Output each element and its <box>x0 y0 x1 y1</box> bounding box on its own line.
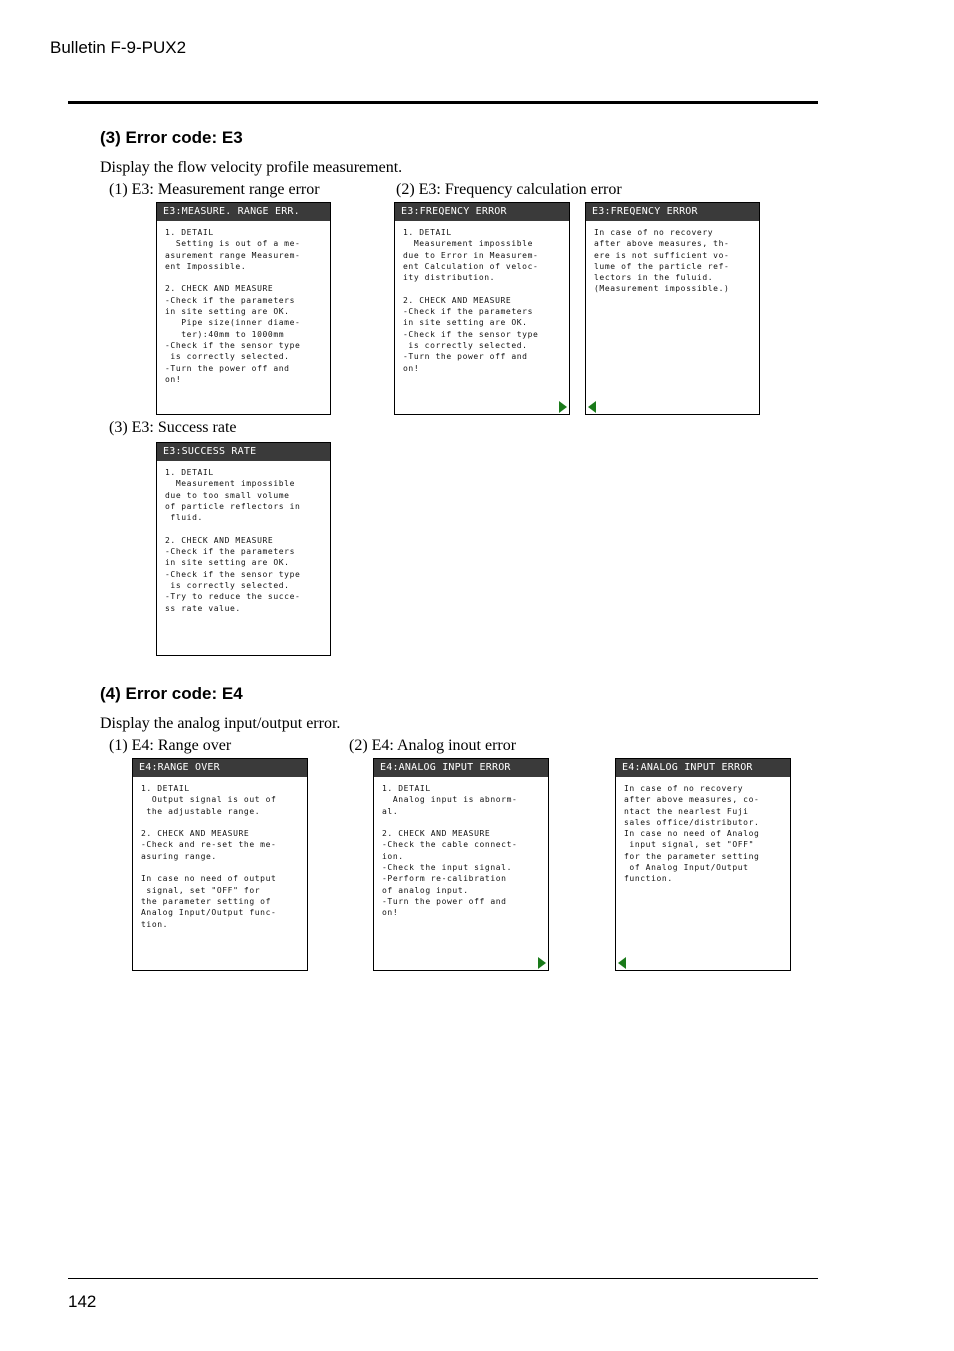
screen-title: E3:FREQENCY ERROR <box>586 203 759 221</box>
section-heading-e4: (4) Error code: E4 <box>100 684 243 703</box>
screen-message: 1. DETAIL Measurement impossible due to Error in Measurem- ent Calculation of veloc- ity distribution. 2. CHECK AND MEASURE -Check if the parameters in site setting are OK. -Check if the sensor type is correctly selected. -Turn the power off and on! <box>403 228 539 373</box>
bulletin-title: Bulletin F-9-PUX2 <box>50 38 187 57</box>
screen-message: 1. DETAIL Analog input is abnorm- al. 2. CHECK AND MEASURE -Check the cable connect- ion. -Check the input signal. -Perform re-calibration of analog input. -Turn the power off and on! <box>382 784 518 918</box>
screen-title: E4:RANGE OVER <box>133 759 307 777</box>
screen-e3-measure-range-error <box>156 202 331 415</box>
caption-e3-success-rate: (3) E3: Success rate <box>109 419 237 436</box>
screen-message: 1. DETAIL Measurement impossible due to too small volume of particle reflectors in fluid. 2. CHECK AND MEASURE -Check if the parameters in site setting are OK. -Check if the sensor type is correctly selected. -Try to reduce the succe- ss rate value. <box>165 468 301 613</box>
screen-e4-analog-input-error-page2 <box>615 758 791 971</box>
screen-title: E4:ANALOG INPUT ERROR <box>374 759 548 777</box>
section-heading-e3: (3) Error code: E3 <box>100 128 243 147</box>
caption-e4-range-over: (1) E4: Range over <box>109 737 232 754</box>
top-divider <box>68 101 818 104</box>
screen-title: E3:MEASURE. RANGE ERR. <box>157 203 330 221</box>
screen-message: In case of no recovery after above measures, th- ere is not sufficient vo- lume of the particle ref- lectors in the fuluid. (Measurement impossible.) <box>594 228 730 294</box>
screen-e3-success-rate <box>156 442 331 656</box>
next-page-arrow-icon[interactable] <box>538 957 546 969</box>
bottom-divider <box>68 1278 818 1279</box>
caption-e3-frequency-error: (2) E3: Frequency calculation error <box>396 181 622 198</box>
screen-e3-frequency-error-page1 <box>394 202 570 415</box>
screen-e4-analog-input-error-page1 <box>373 758 549 971</box>
previous-page-arrow-icon[interactable] <box>618 957 626 969</box>
screen-title: E4:ANALOG INPUT ERROR <box>616 759 790 777</box>
screen-message: In case of no recovery after above measures, co- ntact the nearlest Fuji sales office/distributor. In case no need of Analog input signal, set "OFF" for the parameter setting of Analog Input/Output function. <box>624 784 760 884</box>
next-page-arrow-icon[interactable] <box>559 401 567 413</box>
screen-title: E3:SUCCESS RATE <box>157 443 330 461</box>
screen-message: 1. DETAIL Output signal is out of the adjustable range. 2. CHECK AND MEASURE -Check and re-set the me- asuring range. In case no need of output signal, set "OFF" for the parameter setting of Analog Input/Output func- tion. <box>141 784 277 929</box>
caption-e3-range-error: (1) E3: Measurement range error <box>109 181 320 198</box>
section-description-e4: Display the analog input/output error. <box>100 715 341 732</box>
previous-page-arrow-icon[interactable] <box>588 401 596 413</box>
screen-message: 1. DETAIL Setting is out of a me- asurement range Measurem- ent Impossible. 2. CHECK AND MEASURE -Check if the parameters in site setting are OK. Pipe size(inner diame- ter):40mm to 1000mm -Check if the sensor type is correctly selected. -Turn the power off and on! <box>165 228 301 384</box>
section-description-e3: Display the flow velocity profile measurement. <box>100 159 403 176</box>
screen-title: E3:FREQENCY ERROR <box>395 203 569 221</box>
screen-e4-range-over <box>132 758 308 971</box>
page-number: 142 <box>68 1292 97 1311</box>
caption-e4-analog-input-error: (2) E4: Analog inout error <box>349 737 517 754</box>
screen-e3-frequency-error-page2 <box>585 202 760 415</box>
